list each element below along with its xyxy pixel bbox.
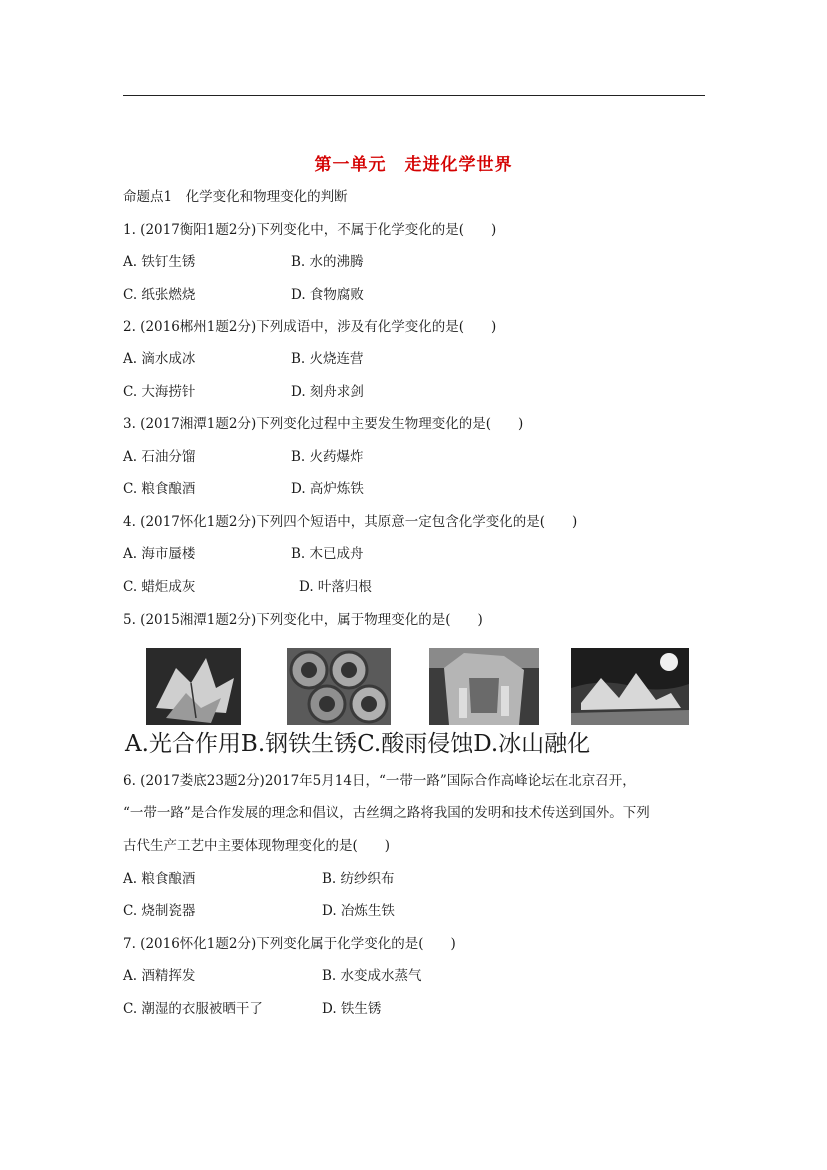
question-5-stem: 5. (2015湘潭1题2分)下列变化中，属于物理变化的是( ) (123, 612, 483, 628)
question-4-option-c: C. 蜡炬成灰 (123, 579, 196, 595)
iceberg-photo (571, 648, 689, 725)
leaf-photo (146, 648, 241, 725)
caption-d: D.冰山融化 (473, 731, 591, 757)
question-7-stem: 7. (2016怀化1题2分)下列变化属于化学变化的是( ) (123, 936, 456, 952)
question-4-option-b: B. 木已成舟 (291, 546, 364, 562)
question-6-stem-line-1: 6. (2017娄底23题2分)2017年5月14日，“一带一路”国际合作高峰论坛在北京召开， (123, 773, 636, 789)
page-title: 第一单元 走进化学世界 (314, 155, 513, 175)
question-2-option-c: C. 大海捞针 (123, 384, 196, 400)
question-6-option-c: C. 烧制瓷器 (123, 903, 196, 919)
question-4-stem: 4. (2017怀化1题2分)下列四个短语中，其原意一定包含化学变化的是( ) (123, 514, 578, 530)
question-6-option-d: D. 冶炼生铁 (322, 903, 395, 919)
question-1-stem: 1. (2017衡阳1题2分)下列变化中，不属于化学变化的是( ) (123, 222, 497, 238)
question-7-option-a: A. 酒精挥发 (123, 968, 196, 984)
caption-a: A.光合作用 (125, 731, 241, 757)
question-1-option-a: A. 铁钉生锈 (123, 254, 196, 270)
question-7-option-d: D. 铁生锈 (322, 1001, 382, 1017)
question-3-stem: 3. (2017湘潭1题2分)下列变化过程中主要发生物理变化的是( ) (123, 416, 524, 432)
question-6-option-b: B. 纺纱织布 (322, 871, 395, 887)
question-1-option-b: B. 水的沸腾 (291, 254, 364, 270)
question-3-option-d: D. 高炉炼铁 (291, 481, 364, 497)
eroded-statue-photo (429, 648, 539, 725)
question-6-stem-line-3: 古代生产工艺中主要体现物理变化的是( ) (123, 838, 391, 854)
question-4-option-a: A. 海市蜃楼 (123, 546, 196, 562)
question-2-option-d: D. 刻舟求剑 (291, 384, 364, 400)
steel-coil-photo (287, 648, 391, 725)
question-1-option-c: C. 纸张燃烧 (123, 287, 196, 303)
caption-b: B.钢铁生锈 (240, 731, 358, 757)
question-2-option-a: A. 滴水成冰 (123, 351, 196, 367)
question-5-image-captions (125, 729, 590, 759)
question-3-option-b: B. 火药爆炸 (291, 449, 364, 465)
question-6-option-a: A. 粮食酿酒 (123, 871, 196, 887)
question-6-stem-line-2: “一带一路”是合作发展的理念和倡议，古丝绸之路将我国的发明和技术传送到国外。下列 (123, 805, 650, 821)
header-rule (123, 95, 705, 96)
caption-c: C.酸雨侵蚀 (357, 731, 474, 757)
question-2-option-b: B. 火烧连营 (291, 351, 364, 367)
question-4-option-d: D. 叶落归根 (299, 579, 372, 595)
section-heading: 命题点1 化学变化和物理变化的判断 (123, 189, 348, 205)
question-2-stem: 2. (2016郴州1题2分)下列成语中，涉及有化学变化的是( ) (123, 319, 497, 335)
question-1-option-d: D. 食物腐败 (291, 287, 364, 303)
question-3-option-a: A. 石油分馏 (123, 449, 196, 465)
question-7-option-b: B. 水变成水蒸气 (322, 968, 422, 984)
question-7-option-c: C. 潮湿的衣服被晒干了 (123, 1001, 263, 1017)
question-3-option-c: C. 粮食酿酒 (123, 481, 196, 497)
